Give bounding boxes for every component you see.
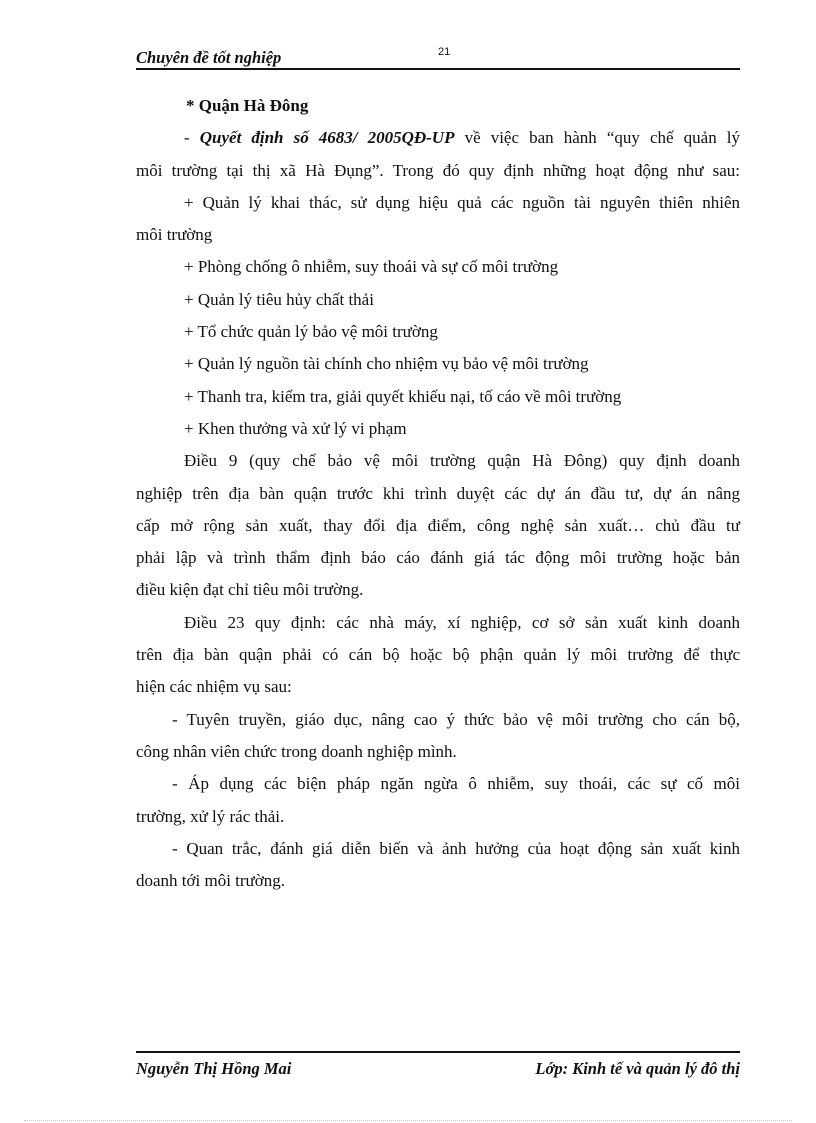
author-name: Nguyễn Thị Hồng Mai bbox=[136, 1059, 292, 1078]
article-9-line: phải lập và trình thẩm định báo cáo đánh giá tác động môi trường hoặc bản bbox=[136, 548, 740, 568]
page-header bbox=[136, 44, 740, 70]
list-item: + Quản lý tiêu hủy chất thải bbox=[184, 289, 374, 309]
class-label: Lớp: Kinh tế và quản lý đô thị bbox=[535, 1059, 740, 1078]
page-edge-divider bbox=[24, 1120, 792, 1121]
page-number: 21 bbox=[438, 46, 451, 58]
list-item: + Thanh tra, kiểm tra, giải quyết khiếu nại, tố cáo về môi trường bbox=[184, 386, 622, 406]
task-item: - Áp dụng các biện pháp ngăn ngừa ô nhiễm, suy thoái, các sự cố môi bbox=[172, 774, 740, 794]
list-item: + Khen thưởng và xử lý vi phạm bbox=[184, 418, 407, 438]
list-item: + Tổ chức quản lý bảo vệ môi trường bbox=[184, 322, 438, 342]
decision-reference: Quyết định số 4683/ 2005QĐ-UP bbox=[199, 128, 455, 148]
article-9-line: Điều 9 (quy chế bảo vệ môi trường quận Hà Đông) quy định doanh bbox=[184, 451, 740, 471]
decision-dash: - bbox=[184, 128, 200, 148]
list-item-continuation: môi trường bbox=[136, 225, 213, 245]
task-item: - Quan trắc, đánh giá diễn biến và ảnh hưởng của hoạt động sản xuất kinh bbox=[172, 838, 740, 858]
document-title: Chuyên đề tốt nghiệp bbox=[136, 48, 282, 67]
article-9-line: nghiệp trên địa bàn quận trước khi trình duyệt các dự án đầu tư, dự án nâng bbox=[136, 483, 740, 503]
document-body bbox=[136, 90, 740, 897]
decision-text: về việc ban hành “quy chế quản lý bbox=[454, 128, 740, 148]
task-item-continuation: công nhân viên chức trong doanh nghiệp mình. bbox=[136, 741, 457, 761]
task-item-continuation: trường, xử lý rác thải. bbox=[136, 806, 285, 826]
article-9-line: điều kiện đạt chỉ tiêu môi trường. bbox=[136, 580, 364, 600]
article-23-line: hiện các nhiệm vụ sau: bbox=[136, 677, 292, 697]
article-23-line: trên địa bàn quận phải có cán bộ hoặc bộ phận quản lý môi trường để thực bbox=[136, 645, 740, 665]
page-footer bbox=[136, 1051, 740, 1078]
section-heading: * Quận Hà Đông bbox=[186, 96, 309, 115]
decision-paragraph-line bbox=[136, 122, 740, 154]
list-item: + Phòng chống ô nhiễm, suy thoái và sự cố môi trường bbox=[184, 257, 559, 277]
list-item: + Quản lý nguồn tài chính cho nhiệm vụ bảo vệ môi trường bbox=[184, 354, 589, 374]
list-item: + Quản lý khai thác, sử dụng hiệu quả các nguồn tài nguyên thiên nhiên bbox=[184, 192, 740, 212]
task-item: - Tuyên truyền, giáo dục, nâng cao ý thức bảo vệ môi trường cho cán bộ, bbox=[172, 709, 740, 729]
article-23-line: Điều 23 quy định: các nhà máy, xí nghiệp, cơ sở sản xuất kinh doanh bbox=[184, 612, 740, 632]
article-9-line: cấp mở rộng sản xuất, thay đổi địa điểm, công nghệ sản xuất… chủ đầu tư bbox=[136, 515, 740, 535]
paragraph-line: môi trường tại thị xã Hà Đụng”. Trong đó quy định những hoạt động như sau: bbox=[136, 160, 740, 180]
task-item-continuation: doanh tới môi trường. bbox=[136, 871, 286, 891]
